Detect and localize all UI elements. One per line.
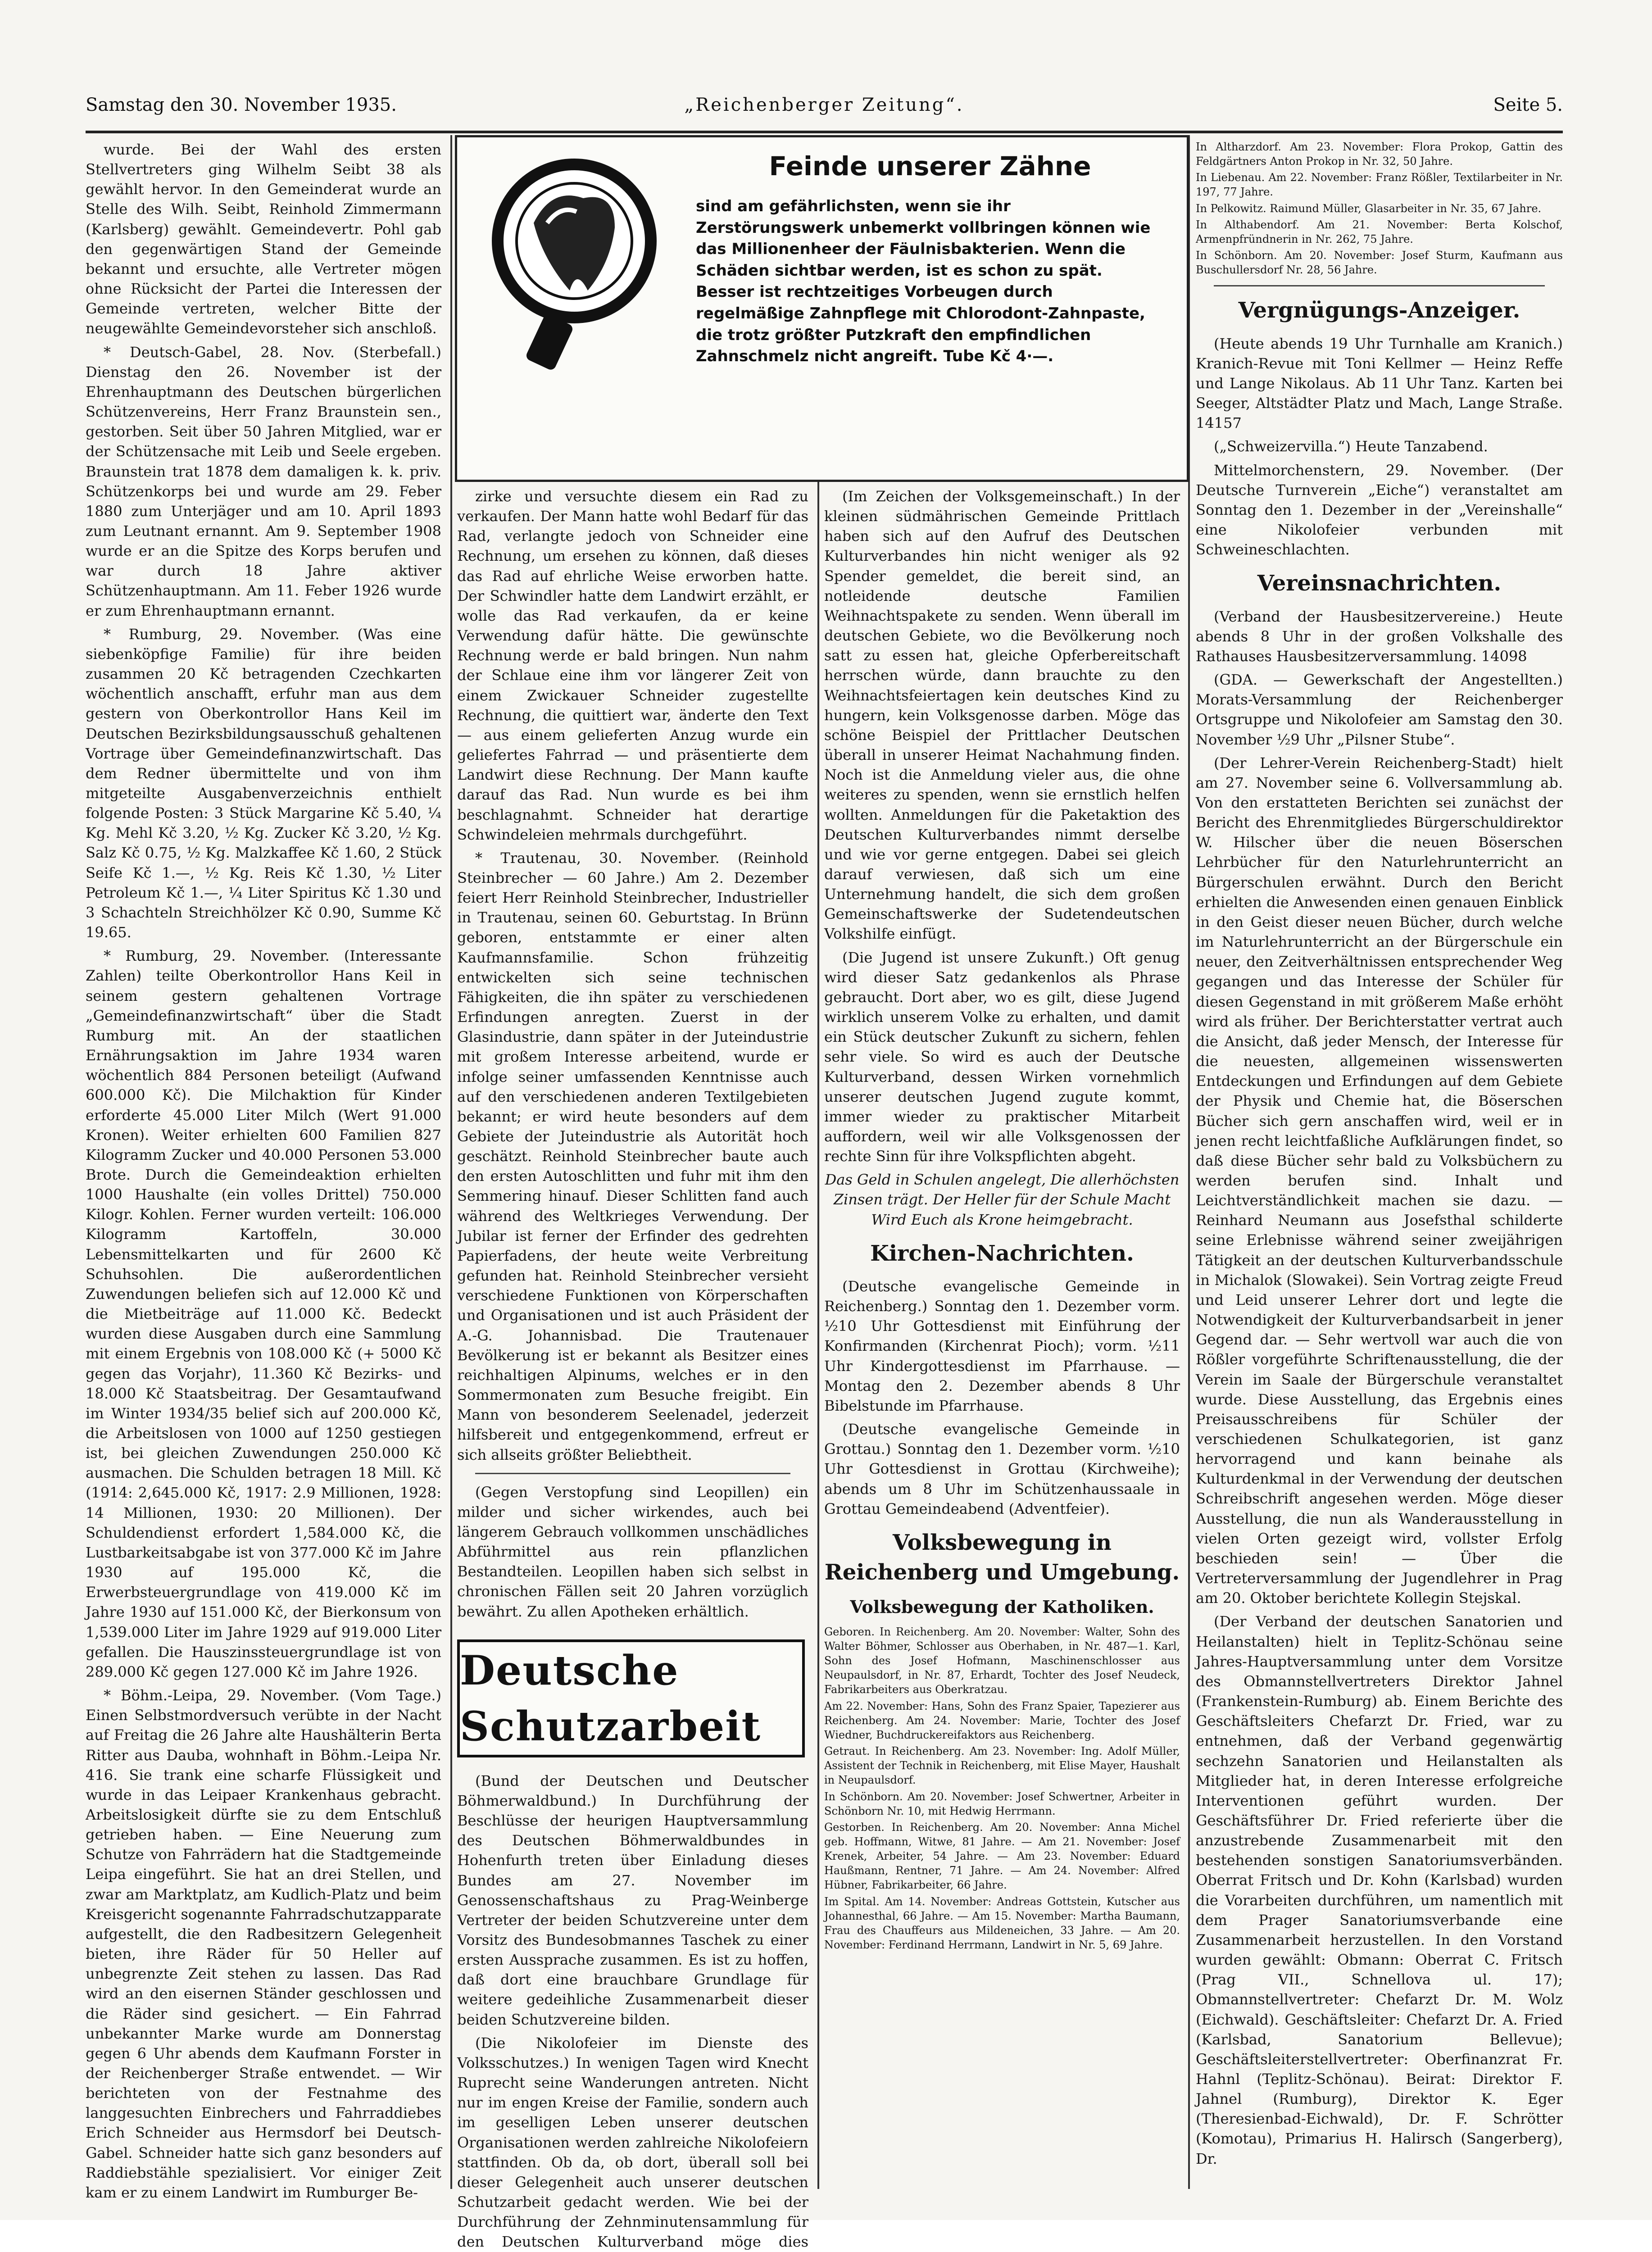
article-paragraph: (Verband der Hausbesitzervereine.) Heute abends 8 Uhr in der großen Volkshalle des Rathauses Hausbesitzerversammlung. 14098 [1196, 608, 1563, 665]
header-paper-title: „Reichenberger Zeitung“. [684, 95, 964, 115]
kirchen-heading: Kirchen-Nachrichten. [870, 1240, 1134, 1266]
list-item: In Liebenau. Am 22. November: Franz Rößler, Textilarbeiter in Nr. 197, 77 Jahre. [1196, 171, 1563, 199]
column-2 [457, 486, 808, 2251]
article-paragraph: (Der Verband der deutschen Sanatorien und Heilanstalten) hielt in Teplitz-Schönau seine Jahres-Hauptversammlung unter dem Vorsitze des Obmannstellvertreters Direktor Jahnel (Frankenstein-Rumburg) ab. Einem Berichte des Geschäftsleiters Chefarzt Dr. Fried, war zu entnehmen, daß der Verband gegenwärtig sechzehn Sanatorien und Heilanstalten als Mitglieder hat, in deren Interesse erfolgreiche Interventionen geführt wurden. Der Geschäftsführer Dr. Fried referierte über die anzustrebende Zusammenarbeit mit den bestehenden sonstigen Sanatoriumsverbänden. Oberrat Fritsch und Dr. Kohn (Karlsbad) wurden die Vorarbeiten durchführen, um namentlich mit dem Prager Sanatoriumsverbande eine Zusammenarbeit herzustellen. In den Vorstand wurden gewählt: Obmann: Oberrat C. Fritsch (Prag VII., Schnellova ul. 17); Obmannstellvertreter: Chefarzt Dr. M. Wolz (Eichwald). Geschäftsleiter: Chefarzt Dr. A. Fried (Karlsbad, Sanatorium Bellevue); Geschäftsleiterstellvertreter: Oberfinanzrat Fr. Hahnl (Teplitz-Schönau). Beirat: Direktor F. Jahnel (Rumburg), Direktor K. Eger (Theresienbad-Eichwald), Dr. F. Schrötter (Komotau), Primarius H. Halirsch (Sangerberg), Dr. [1196, 1613, 1563, 2167]
list-item: In Pelkowitz. Raimund Müller, Glasarbeiter in Nr. 35, 67 Jahre. [1196, 202, 1542, 215]
article-paragraph: (Bund der Deutschen und Deutscher Böhmerwaldbund.) In Durchführung der Beschlüsse der heurigen Hauptversammlung des Deutschen Böhmerwaldbundes in Hohenfurth treten über Einladung dieses Bundes am 27. November im Genossenschaftshaus zu Prag-Weinberge Vertreter der beiden Schutzvereine unter dem Vorsitz des Bundesobmannes Taschek zu einer ersten Aussprache zusammen. Es ist zu hoffen, daß dort eine brauchbare Grundlage für weitere gedeihliche Zusammenarbeit dieser beiden Schutzvereine bilden. [457, 1772, 808, 2028]
list-item: In Schönborn. Am 20. November: Josef Sturm, Kaufmann aus Buschullersdorf Nr. 28, 56 Jahre. [1196, 249, 1563, 277]
column-3 [824, 486, 1180, 2193]
article-paragraph: (Deutsche evangelische Gemeinde in Grottau.) Sonntag den 1. Dezember vorm. ½10 Uhr Gottesdienst in Grottau (Kirchweihe); abends um 8 Uhr im Schützenhaussaale in Grottau Gemeindeabend (Adventfeier). [824, 1421, 1180, 1517]
article-paragraph: * Rumburg, 29. November. (Was eine siebenköpfige Familie) für ihre beiden zusammen 20 Kč betragenden Czechkarten wöchentlich anschafft, erfuhr man aus dem gestern von Oberkontrollor Hans Keil im Deutschen Bezirksbildungsausschuß gehaltenen Vortrage über Gemeindefinanzwirtschaft. Das dem Redner übermittelte und von ihm mitgeteilte Ausgabenverzeichnis enthielt folgende Posten: 3 Stück Margarine Kč 5.40, ¼ Kg. Mehl Kč 3.20, ½ Kg. Zucker Kč 3.20, ½ Kg. Salz Kč 0.75, ½ Kg. Malzkaffee Kč 1.60, 2 Stück Seife Kč 1.—, ½ Kg. Reis Kč 1.30, ½ Liter Petroleum Kč 1.—, ¼ Liter Spiritus Kč 1.30 und 3 Schachteln Streichhölzer Kč 0.90, Summe Kč 19.65. [86, 625, 441, 941]
vergnuegungs-heading: Vergnügungs-Anzeiger. [1238, 298, 1520, 323]
article-paragraph: zirke und versuchte diesem ein Rad zu verkaufen. Der Mann hatte wohl Bedarf für das Rad, verlangte jedoch von Schneider eine Rechnung, um ersehen zu können, daß dieses das Rad auf ehrliche Weise erworben hatte. Der Schwindler hatte dem Landwirt erzählt, er wolle das Rad verkaufen, da er keine Verwendung dafür hätte. Die gewünschte Rechnung werde er bald bringen. Nun nahm der Schlaue eine ihm vor längerer Zeit von einem Zwickauer Schneider zugestellte Rechnung, die quittiert war, änderte den Text — aus einem gelieferten Anzug wurde ein geliefertes Fahrrad — und präsentierte dem Landwirt diese Rechnung. Der Mann kaufte darauf das Rad. Nun wurde es bei ihm beschlagnahmt. Schneider hat derartige Schwindeleien mehrmals durchgeführt. [457, 488, 808, 843]
volksbewegung-list [824, 1625, 1180, 1952]
list-item: In Altharzdorf. Am 23. November: Flora Prokop, Gattin des Feldgärtners Anton Prokop in Nr. 32, 50 Jahre. [1196, 141, 1563, 168]
chlorodont-advertisement [455, 135, 1189, 482]
volksbewegung-subheading: Volksbewegung der Katholiken. [850, 1597, 1154, 1617]
poem: Das Geld in Schulen angelegt, Die allerhöchsten Zinsen trägt. Der Heller für der Schule Macht Wird Euch als Krone heimgebracht. [825, 1171, 1180, 1228]
list-item: Getraut. In Reichenberg. Am 23. November: Ing. Adolf Müller, Assistent der Technik in Reichenberg, mit Elise Mayer, Haushalt in Neupaulsdorf. [824, 1745, 1180, 1787]
vereins-heading: Vereinsnachrichten. [1257, 571, 1502, 596]
article-paragraph: („Schweizervilla.“) Heute Tanzabend. [1214, 438, 1488, 455]
article-paragraph: (Heute abends 19 Uhr Turnhalle am Kranich.) Kranich-Revue mit Toni Kellmer — Heinz Reffe und Lange Nikolaus. Ab 11 Uhr Tanz. Karten bei Seeger, Altstädter Platz und Mach, Lange Straße. 14157 [1196, 335, 1563, 432]
article-paragraph: (GDA. — Gewerkschaft der Angestellten.) Morats-Versammlung der Reichenberger Ortsgruppe und Nikolofeier am Samstag den 30. November ½9 Uhr „Pilsner Stube“. [1196, 671, 1563, 748]
ad-text: sind am gefährlichsten, wenn sie ihr Zerstörungswerk unbemerkt vollbringen können wie das Millionenheer der Fäulnisbakterien. Wenn die Schäden sichtbar werden, ist es schon zu spät. Besser ist rechtzeitiges Vorbeugen durch regelmäßige Zahnpflege mit Chlorodont-Zahnpaste, die trotz größter Putzkraft den empfindlichen Zahnschmelz nicht angreift. Tube Kč 4·—. [696, 197, 1151, 366]
header-date: Samstag den 30. November 1935. [86, 95, 397, 115]
volksbewegung-continued [1196, 140, 1563, 277]
article-paragraph: (Der Lehrer-Verein Reichenberg-Stadt) hielt am 27. November seine 6. Vollversammlung ab. Von den erstatteten Berichten sei zunächst der Bericht des Ehrenmitgliedes Bürgerschuldirektor W. Hilscher über die neuen Böserschen Lehrbücher für den Naturlehrunterricht an Bürgerschulen erwähnt. Durch den Bericht erhielten die Anwesenden einen genauen Einblick in den Geist dieser neuen Bücher, durch welche im Naturlehrunterricht an der Bürgerschule ein neuer, den Zeitverhältnissen entsprechender Weg gegangen und das Interesse der Schüler für diesen Gegenstand in mit größerem Maße erhöht wird als früher. Der Berichterstatter vertrat auch die Ansicht, daß jeder Mensch, der Interesse für die neuesten, allgemeinen wissenswerten Entdeckungen und Erfindungen auf dem Gebiete der Physik und Chemie hat, die Böserschen Bücher sich gern anschaffen wird, weil er in jenen recht leichtfaßliche Aufklärungen findet, so daß diese Bücher sehr bald zu Volksbüchern zu werden berufen sind. Inhalt und Leichtverständlichkeit machen sie dazu. — Reinhard Neumann aus Josefsthal schilderte seine Erlebnisse während seiner zweijährigen Tätigkeit an der deutschen Kulturverbandsschule in Michalok (Slowakei). Sein Vortrag zeigte Freud und Leid unserer Lehrer dort und legte die Notwendigkeit der Kulturverbandsarbeit in jener Gegend dar. — Sehr wertvoll war auch die von Rößler vorgeführte Schriftenausstellung, die der Verein im Saale der Bürgerschule veranstaltet wurde. Diese Ausstellung, das Ergebnis eines Preisausschreibens für Schüler der verschiedenen Schulkategorien, ist ganz hervorragend und kann beinahe als Kulturdenkmal in der Verwendung der deutschen Schreibschrift angesehen werden. Möge dieser Ausstellung, die nun als Wanderausstellung in vielen Orten gezeigt wird, vollster Erfolg beschieden sein! — Über die Vertreterversammlung der Jugendlehrer in Prag am 20. Oktober berichtete Kollegin Stejskal. [1196, 754, 1563, 1607]
volksbewegung-heading: Volksbewegung in Reichenberg und Umgebung. [824, 1530, 1180, 1585]
header-page-number: Seite 5. [1493, 95, 1563, 115]
article-paragraph: * Deutsch-Gabel, 28. Nov. (Sterbefall.) Dienstag den 26. November ist der Ehrenhauptmann des Deutschen bürgerlichen Schützenvereins, Herr Franz Braunstein sen., gestorben. Seit über 50 Jahren Mitglied, war er der Schützensache mit Leib und Seele ergeben. Braunstein trat 1878 dem damaligen k. k. priv. Schützenkorps bei und wurde am 29. Feber 1880 zum Unterjäger und am 10. April 1893 zum Leutnant ernannt. Am 9. September 1908 wurde er an die Spitze des Korps berufen und war durch 18 Jahre aktiver Schützenhauptmann. Am 11. Feber 1926 wurde er zum Ehrenhauptmann ernannt. [86, 343, 441, 619]
list-item: In Althabendorf. Am 21. November: Berta Kolschof, Armenpfründnerin in Nr. 262, 75 Jahre. [1196, 218, 1563, 245]
list-item: In Schönborn. Am 20. November: Josef Schwertner, Arbeiter in Schönborn Nr. 10, mit Hedwig Herrmann. [824, 1790, 1180, 1817]
magnifier-tooth-icon [480, 155, 669, 372]
column-1 [86, 140, 441, 2201]
article-paragraph: (Die Nikolofeier im Dienste des Volksschutzes.) In wenigen Tagen wird Knecht Ruprecht seine Wanderungen antreten. Nicht nur im engen Kreise der Familie, sondern auch im geselligen Leben unserer deutschen Organisationen werden zahlreiche Nikolofeiern stattfinden. Ob da, ob dort, überall soll bei dieser Gelegenheit auch unserer deutschen Schutzarbeit gedacht werden. Wie bei der Durchführung der Zehnminutensammlung für den Deutschen Kulturverband möge dies [457, 2034, 808, 2251]
list-item: Gestorben. In Reichenberg. Am 20. November: Anna Michel geb. Hoffmann, Witwe, 81 Jahre. — Am 21. November: Josef Krenek, Arbeiter, 54 Jahre. — Am 23. November: Eduard Haußmann, Rentner, 71 Jahre. — Am 24. November: Alfred Hübner, Fabrikarbeiter, 66 Jahre. [824, 1821, 1180, 1892]
section-divider [1214, 285, 1545, 286]
list-item: Am 22. November: Hans, Sohn des Franz Spaier, Tapezierer aus Reichenberg. Am 24. November: Marie, Tochter des Josef Wiedner, Buchdruckereifaktors aus Reichenberg. [824, 1699, 1180, 1741]
ad-title: Feinde unserer Zähne [769, 151, 1091, 182]
article-paragraph: * Trautenau, 30. November. (Reinhold Steinbrecher — 60 Jahre.) Am 2. Dezember feiert Herr Reinhold Steinbrecher, Industrieller in Trautenau, seinen 60. Geburtstag. In Brünn geboren, entstammte er einer alten Kaufmannsfamilie. Schon frühzeitig entwickelten sich seine technischen Fähigkeiten, die ihn später zu verschiedenen Erfindungen anregten. Zuerst in der Glasindustrie, dann später in der Juteindustrie mit großem Interesse arbeitend, wurde er infolge seiner umfassenden Kenntnisse auch auf den verschiedenen anderen Textilgebieten bekannt; er wird heute besonders auf dem Gebiete der Juteindustrie als Autorität hoch geschätzt. Reinhold Steinbrecher baute auch den ersten Autoschlitten und fuhr mit ihm den Semmering hinauf. Dieser Schlitten fand auch während des Weltkrieges Verwendung. Der Jubilar ist ferner der Erfinder des gedrehten Papierfadens, der heute weite Verbreitung gefunden hat. Reinhold Steinbrecher versieht verschiedene Funktionen von Körperschaften und Organisationen und ist auch Präsident der A.-G. Johannisbad. Die Trautenauer Bevölkerung ist er bekannt als Besitzer eines reichhaltigen Alpinums, welches er in den Sommermonaten zum Besuche freigibt. Ein Mann von besonderem Seelenadel, jederzeit hilfsbereit und entgegenkommend, erfreut er sich allseits größter Beliebtheit. [457, 849, 808, 1463]
article-paragraph: (Im Zeichen der Volksgemeinschaft.) In der kleinen südmährischen Gemeinde Prittlach haben sich auf den Aufruf des Deutschen Kulturverbandes hin nicht weniger als 92 Spender gemeldet, die bereit sind, an notleidende deutsche Familien Weihnachtspakete zu senden. Wenn überall im deutschen Gebiete, wo die Bevölkerung noch satt zu essen hat, gleiche Opferbereitschaft herrschen würde, dann brauchte zu den Weihnachtsfeiertagen kein deutsches Kind zu hungern, kein Volksgenosse darben. Möge das schöne Beispiel der Prittlacher Deutschen überall in unserer Heimat Nachahmung finden. Noch ist die Anmeldung vieler aus, die ohne weiteres zu spenden, wenn sie ernstlich helfen wollten. Anmeldungen für die Paketaktion des Deutschen Kulturverbandes nimmt derselbe und wie vor gerne entgegen. Dabei sei gleich darauf verwiesen, daß sich um eine Unternehmung handelt, die sich dem großen Gemeinschaftswerke der Sudetendeutschen Volkshilfe einfügt. [824, 488, 1180, 943]
schutzarbeit-heading: Deutsche Schutzarbeit [457, 1639, 805, 1757]
article-paragraph: (Deutsche evangelische Gemeinde in Reichenberg.) Sonntag den 1. Dezember vorm. ½10 Uhr Gottesdienst mit Einführung der Konfirmanden (Kirchenrat Pioch); vorm. ½11 Uhr Kindergottesdienst im Pfarrhause. — Montag den 2. Dezember abends 8 Uhr Bibelstunde im Pfarrhause. [824, 1278, 1180, 1414]
column-4 [1196, 140, 1563, 2193]
article-paragraph: * Rumburg, 29. November. (Interessante Zahlen) teilte Oberkontrollor Hans Keil in seinem gestern gehaltenen Vortrage „Gemeindefinanzwirtschaft“ über die Stadt Rumburg mit. An der staatlichen Ernährungsaktion im Jahre 1934 waren wöchentlich 884 Personen beteiligt (Aufwand 600.000 Kč). Die Milchaktion für Kinder erforderte 45.000 Liter Milch (Wert 91.000 Kronen). Weiter erhielten 600 Familien 827 Kilogramm Zucker und 40.000 Personen 53.000 Brote. Durch die Gemeindeaktion erhielten 1000 Haushalte (ein volles Drittel) 750.000 Kilogr. Kohlen. Ferner wurden verteilt: 106.000 Kilogramm Kartoffeln, 30.000 Lebensmittelkarten und für 2600 Kč Schuhsohlen. Die außerordentlichen Zuwendungen beliefen sich auf 12.000 Kč und die Mietbeiträge auf 11.000 Kč. Bedeckt wurden diese Ausgaben durch eine Sammlung mit einem Ergebnis von 108.000 Kč (+ 5000 Kč gegen das Vorjahr), 11.360 Kč Bezirks- und 18.000 Kč Staatsbeitrag. Der Gesamtaufwand im Winter 1934/35 belief sich auf 200.000 Kč, die Arbeitslosen von 1000 auf 1250 gestiegen ist, bei gleichen Zuwendungen 250.000 Kč ausmachen. Die Schulden betragen 18 Mill. Kč (1914: 2,645.000 Kč, 1917: 2.9 Millionen, 1928: 14 Millionen, 1930: 20 Millionen). Der Schuldendienst erfordert 1,584.000 Kč, die Lustbarkeitsabgabe ist von 377.000 Kč im Jahre 1930 auf 195.000 Kč, die Erwerbsteuergrundlage von 419.000 Kč im Jahre 1930 auf 151.000 Kč, der Bierkonsum von 1,539.000 Liter im Jahre 1929 auf 919.000 Liter gefallen. Die Hauszinssteuergrundlage ist von 289.000 Kč gegen 127.000 Kč im Jahre 1926. [86, 947, 441, 1680]
article-paragraph: * Böhm.-Leipa, 29. November. (Vom Tage.) Einen Selbstmordversuch verübte in der Nacht auf Freitag die 26 Jahre alte Haushälterin Berta Ritter aus Dauba, wohnhaft in Böhm.-Leipa Nr. 416. Sie trank eine scharfe Flüssigkeit und wurde in das Leipaer Krankenhaus gebracht. Arbeitslosigkeit dürfte sie zu dem Entschluß getrieben haben. — Eine Neuerung zum Schutze von Fahrrädern hat die Stadtgemeinde Leipa eingeführt. Sie hat an drei Stellen, und zwar am Marktplatz, am Kudlich-Platz und beim Kreisgericht sogenannte Fahrradschutzapparate aufgestellt, die den Radbesitzern Gelegenheit bieten, ihre Räder für 50 Heller auf unbegrenzte Zeit stehen zu lassen. Das Rad wird an den eisernen Ständer geschlossen und die Räder sind gesichert. — Ein Fahrrad unbekannter Marke wurde am Donnerstag gegen 6 Uhr abends dem Kaufmann Forster in der Reichenberger Straße entwendet. — Wir berichteten von der Festnahme des langgesuchten Einbrechers und Fahrraddiebes Erich Schneider aus Hermsdorf bei Deutsch-Gabel. Schneider hatte sich ganz besonders auf Raddiebstähle spezialisiert. Vor einiger Zeit kam er zu einem Landwirt im Rumburger Be- [86, 1687, 441, 2201]
list-item: Im Spital. Am 14. November: Andreas Gottstein, Kutscher aus Johannesthal, 66 Jahre. — Am 15. November: Martha Baumann, Frau des Chauffeurs aus Mildeneichen, 33 Jahre. — Am 20. November: Ferdinand Herrmann, Landwirt in Nr. 5, 69 Jahre. [824, 1895, 1180, 1952]
section-divider [475, 1473, 790, 1474]
article-paragraph: wurde. Bei der Wahl des ersten Stellvertreters ging Wilhelm Seibt 38 als gewählt hervor. In den Gemeinderat wurde an Stelle des Wilh. Seibt, Reinhold Zimmermann (Karlsberg) gewählt. Gemeindevertr. Pohl gab den gegenwärtigen Stand der Gemeinde bekannt und ersuchte, alle Vertreter mögen ohne Rücksicht der Partei die Interessen der Gemeinde vertreten, welcher Bitte der neugewählte Gemeindevorsteher sich anschloß. [86, 141, 441, 337]
article-paragraph: (Die Jugend ist unsere Zukunft.) Oft genug wird dieser Satz gedankenlos als Phrase gebraucht. Dort aber, wo es gilt, diese Jugend wirklich unserem Volke zu erhalten, und damit ein Stück deutscher Zukunft zu sichern, fehlen sehr viele. So wird es auch der Deutsche Kulturverband, dessen Wirken vornehmlich unserer deutschen Jugend zugute kommt, immer wieder zu praktischer Mitarbeit auffordern, weil wir alle Volksgenossen der rechte Sinn für ihre Volkspflichten abgeht. [824, 949, 1180, 1165]
header-rule [86, 131, 1563, 133]
article-paragraph: (Gegen Verstopfung sind Leopillen) ein milder und sicher wirkendes, auch bei längerem Gebrauch vollkommen unschädliches Abführmittel aus rein pflanzlichen Bestandteilen. Leopillen haben sich selbst in chronischen Fällen seit 20 Jahren vorzüglich bewährt. Zu allen Apotheken erhältlich. [457, 1483, 808, 1620]
article-paragraph: Mittelmorchenstern, 29. November. (Der Deutsche Turnverein „Eiche“) veranstaltet am Sonntag den 1. Dezember in der „Vereinshalle“ eine Nikolofeier verbunden mit Schweineschlachten. [1196, 461, 1563, 558]
column-rule [450, 135, 452, 2189]
list-item: Geboren. In Reichenberg. Am 20. November: Walter, Sohn des Walter Böhmer, Schlosser aus Oberhaben, in Nr. 487—1. Karl, Sohn des Josef Hofmann, Maschinenschlosser aus Neupaulsdorf, in Nr. 87, Erhardt, Tochter des Josef Neudeck, Fabrikarbeiters aus Oberkratzau. [824, 1625, 1180, 1696]
